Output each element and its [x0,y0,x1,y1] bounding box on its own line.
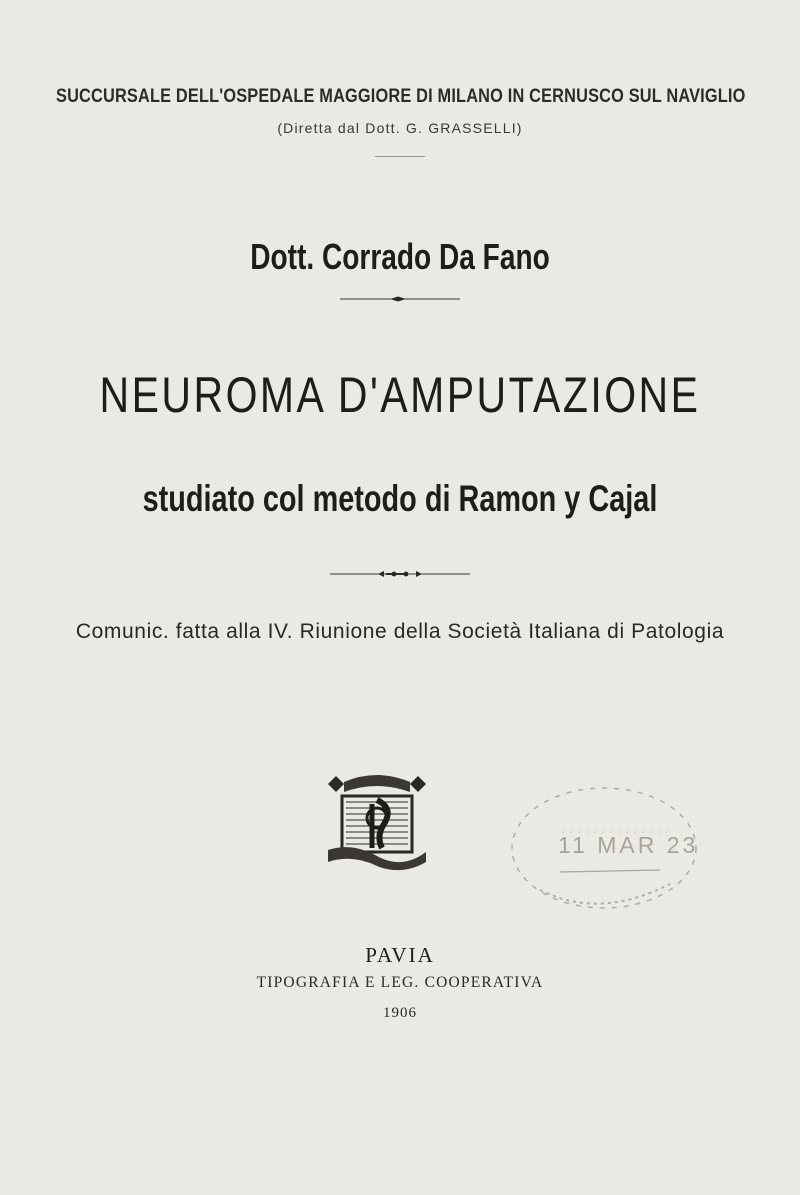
work-subtitle: studiato col metodo di Ramon y Cajal [142,478,658,519]
imprint-city: PAVIA [365,943,435,967]
header-rule [375,156,425,157]
institution-header: SUCCURSALE DELL'OSPEDALE MAGGIORE DI MILANO IN CERNUSCO SUL NAVIGLIO [56,86,746,107]
communication-note: Comunic. fatta alla IV. Riunione della Società Italiana di Patologia [75,620,725,643]
imprint-year: 1906 [383,1005,417,1021]
work-title: NEUROMA D'AMPUTAZIONE [99,367,701,423]
stamp-text: 11 MAR 23 [558,832,699,858]
imprint-printer: TIPOGRAFIA E LEG. COOPERATIVA [256,974,544,991]
author-name: Dott. Corrado Da Fano [250,236,550,277]
ornament-divider-2 [330,570,470,578]
direction-note: (Diretta dal Dott. G. GRASSELLI) [277,120,523,136]
ornament-divider-1 [340,296,460,302]
library-stamp [500,780,700,920]
publisher-emblem [322,772,432,872]
